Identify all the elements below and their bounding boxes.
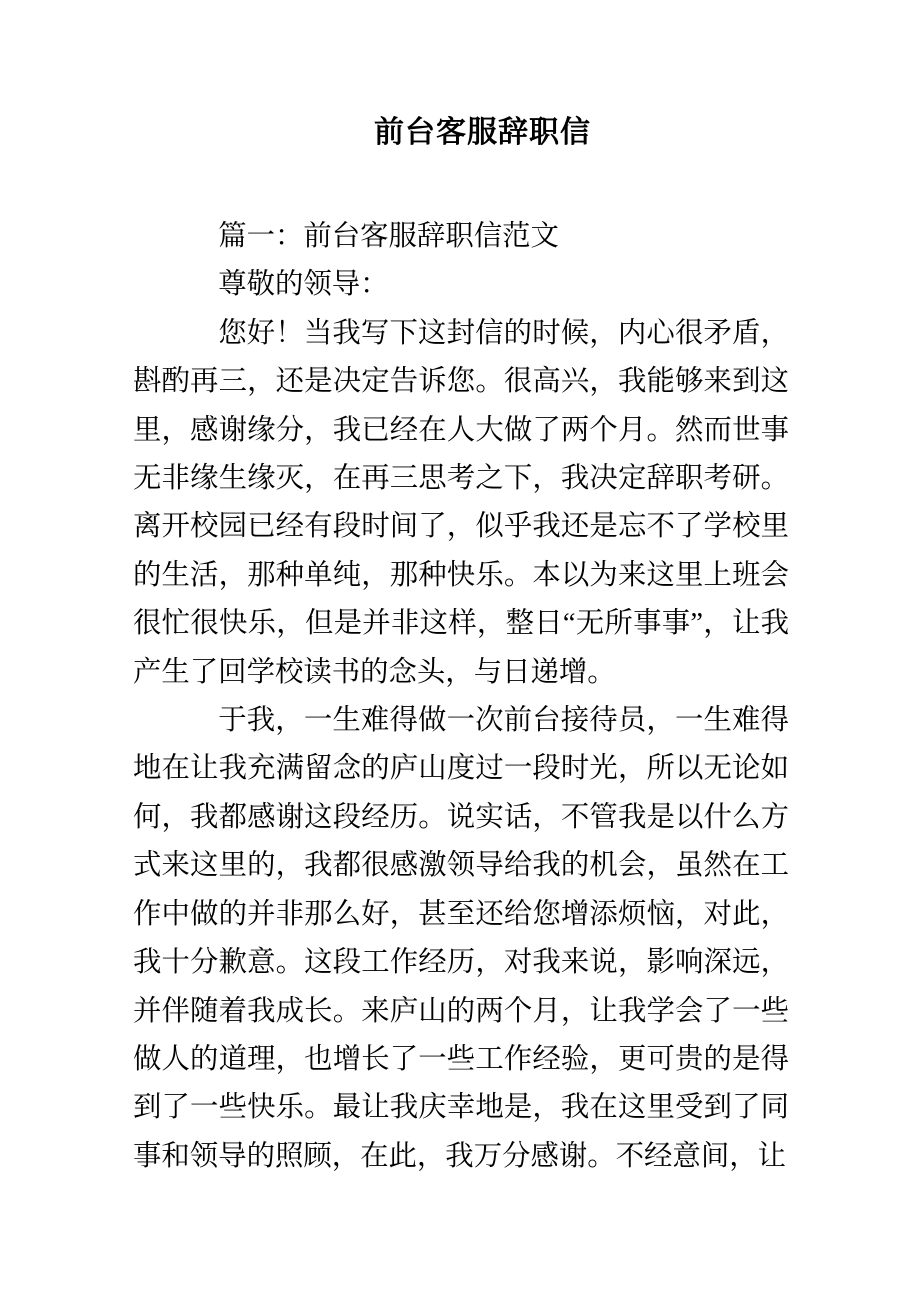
paragraph-salutation: 尊敬的领导：	[218, 269, 389, 301]
paragraph-body-1: 您好！当我写下这封信的时候，内心很矛盾，斟酌再三，还是决定告诉您。很高兴，我能够来到这里，感谢缘分，我已经在人大做了两个月。然而世事无非缘生缘灭，在再三思考之下，我决定辞职考研。离开校园已经有段时间了，似乎我还是忘不了学校里的生活，那种单纯，那种快乐。本以为来这里上班会很忙很快乐，但是并非这样，整日“无所事事”，让我产生了回学校读书的念头，与日递增。	[133, 317, 789, 688]
paragraph-section-heading: 篇一：前台客服辞职信范文	[218, 221, 559, 252]
paragraph-body-2: 于我，一生难得做一次前台接待员，一生难得地在让我充满留念的庐山度过一段时光，所以无论如何，我都感谢这段经历。说实话，不管我是以什么方式来这里的，我都很感激领导给我的机会，虽然在工作中做的并非那么好，甚至还给您增添烦恼，对此，我十分歉意。这段工作经历，对我来说，影响深远，并伴随着我成长。来庐山的两个月，让我学会了一些做人的道理，也增长了一些工作经验，更可贵的是得到了一些快乐。最让我庆幸地是，我在这里受到了同事和领导的照顾，在此，我万分感谢。不经意间，让	[133, 705, 789, 1172]
document-title: 前台客服辞职信	[374, 116, 591, 149]
document-body	[133, 213, 789, 1181]
